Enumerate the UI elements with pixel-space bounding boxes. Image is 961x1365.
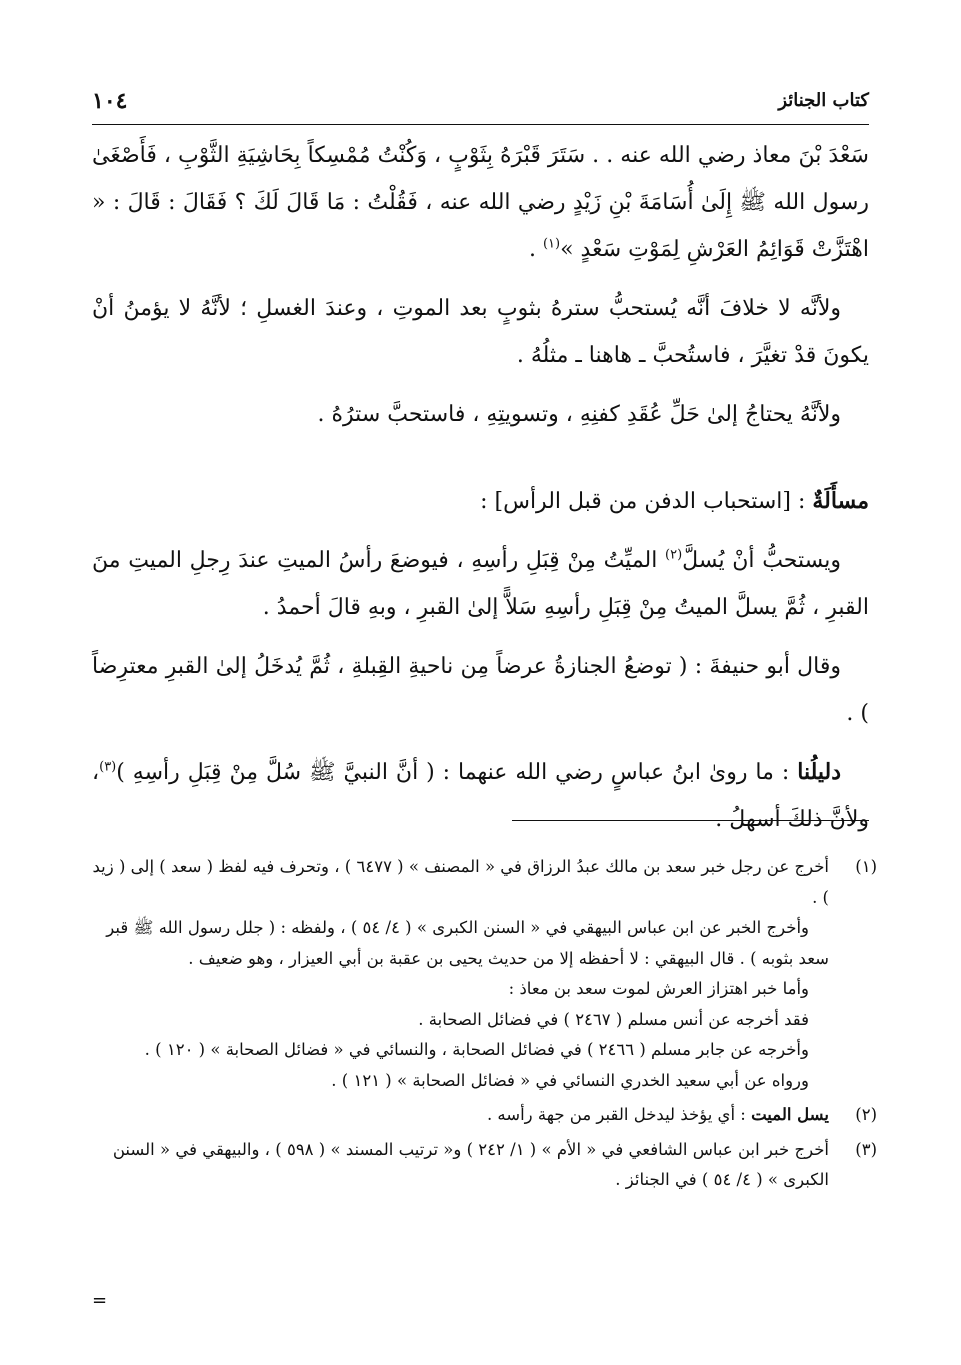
paragraph: ولأنَّه لا خلافَ أنَّه يُستحبُّ سترهُ بثوبٍ بعد الموتِ ، وعندَ الغسلِ ؛ لأنَّهُ لا يؤمنُ أنْ يكونَ قدْ تغيَّرَ ، فاستُحبَّ ـ هاهنا ـ مثلُهُ . [92, 296, 869, 368]
footnote-line: ورواه عن أبي سعيد الخدري النسائي في « فضائل الصحابة » ( ١٢١ ) . [331, 1070, 809, 1090]
section-heading [92, 478, 869, 525]
footnote-1 [92, 852, 877, 1096]
footnote-3 [92, 1135, 877, 1196]
footnote-line: فقد أخرجه عن أنس مسلم ( ٢٤٦٧ ) في فضائل الصحابة . [418, 1009, 809, 1029]
footnote-ref: (٣) [99, 759, 117, 775]
paragraph: ولأنَّهُ يحتاجُ إلىٰ حَلِّ عُقَدِ كفنِهِ ، وتسويتِهِ ، فاستحبَّ سترُهُ . [317, 402, 841, 427]
footnote-number: (٢) [855, 1105, 877, 1124]
footnote-term: يسل الميت [751, 1105, 829, 1124]
page-continuation-mark: = [92, 1290, 108, 1311]
section-gap [92, 450, 869, 478]
footnote-line: أخرج عن رجل خبر سعد بن مالك عبدُ الرزاق في « المصنف » ( ٦٤٧٧ ) ، وتحرف فيه لفظ ( سعد ) إلى ( زيد ) . [92, 857, 829, 907]
main-text [92, 132, 869, 855]
footnotes [92, 852, 877, 1200]
paragraph: وقال أبو حنيفةَ : ( توضعُ الجنازةُ عرضاً مِن ناحيةِ القِبلةِ ، ثُمَّ يُدخَلُ إلىٰ القبرِ معترِضاً ) . [92, 654, 869, 726]
paragraph: سَعْدَ بْنَ معاذ رضي الله عنه . . سَتَرَ قَبْرَهُ بِثَوْبٍ ، وَكُنْتُ مُمْسِكاً بِحَاشِيَةِ الثَّوْبِ ، فَأَصْغَىٰ رسول الله ﷺ إِلَىٰ أُسَامَةَ بْنِ زَيْدٍ رضي الله عنه ، فَقُلْتُ : مَا قَالَ لَكَ ؟ فَقَالَ : قَالَ : « اهْتَزَّتْ قَوَائِمُ العَرْشِ لِمَوْتِ سَعْدٍ »$^{(١)}$ . [92, 143, 869, 262]
masala-label: مسأَلَةٌ [812, 488, 869, 514]
footnote-line: وأخرج الخبر عن ابن عباس البيهقي في « السنن الكبرى » ( ٤/ ٥٤ ) ، ولفظه : ( جلل رسول الله ﷺ قبر سعد بثوبه ) . قال البيهقي : لا أحفظه إلا من حديث يحيى بن عقبة بن أبي العيزار ، وهو ضعيف . [106, 918, 829, 968]
footnote-rule [512, 820, 869, 821]
header-rule [92, 124, 869, 125]
footnote-ref: (١) [542, 236, 561, 252]
masala-title: : [استحباب الدفن من قبل الرأس] : [480, 489, 813, 514]
running-title: كتاب الجنائز [778, 90, 869, 111]
footnote-number: (٣) [855, 1139, 877, 1159]
footnote-number: (١) [855, 857, 877, 876]
footnote-line: وأما خبر اهتزاز العرش لموت سعد بن معاذ : [508, 979, 809, 998]
footnote-line: وأخرجه عن جابر مسلم ( ٢٤٦٦ ) في فضائل الصحابة ، والنسائي في « فضائل الصحابة » ( ١٢٠ ) . [144, 1040, 809, 1059]
page-number: ١٠٤ [92, 88, 128, 114]
dalil-label: دليلُنا [797, 759, 841, 785]
footnote-2 [92, 1100, 877, 1131]
footnote-ref: (٢) [665, 547, 683, 563]
footnote-line: أخرج خبر ابن عباس الشافعي في « الأم » ( ١/ ٢٤٢ ) و« ترتيب المسند » ( ٥٩٨ ) ، والبيهقي في « السنن الكبرى » ( ٤/ ٥٤ ) في الجنائز . [112, 1139, 829, 1189]
paragraph: دليلُنا : ما روىٰ ابنُ عباسٍ رضي الله عنهما : ( أنَّ النبيَّ ﷺ سُلَّ مِنْ قِبَلِ رأسِهِ )$^{(٣)}$، ولأنَّ ذلكَ أسهلُ . [92, 759, 869, 832]
page-header [92, 88, 869, 118]
paragraph: ويستحبُّ أنْ يُسلَّ$^{(٢)}$ الميِّتُ مِنْ قِبَلِ رأسِهِ ، فيوضعَ رأسُ الميتِ عندَ رِجلِ الميتِ منَ القبرِ ، ثُمَّ يسلَّ الميتُ مِنْ قِبَلِ رأسِهِ سَلاًّ إلىٰ القبرِ ، وبهِ قالَ أحمدُ . [92, 547, 869, 620]
footnote-line: يسل الميت : أي يؤخذ ليدخل القبر من جهة رأسه . [486, 1105, 829, 1124]
